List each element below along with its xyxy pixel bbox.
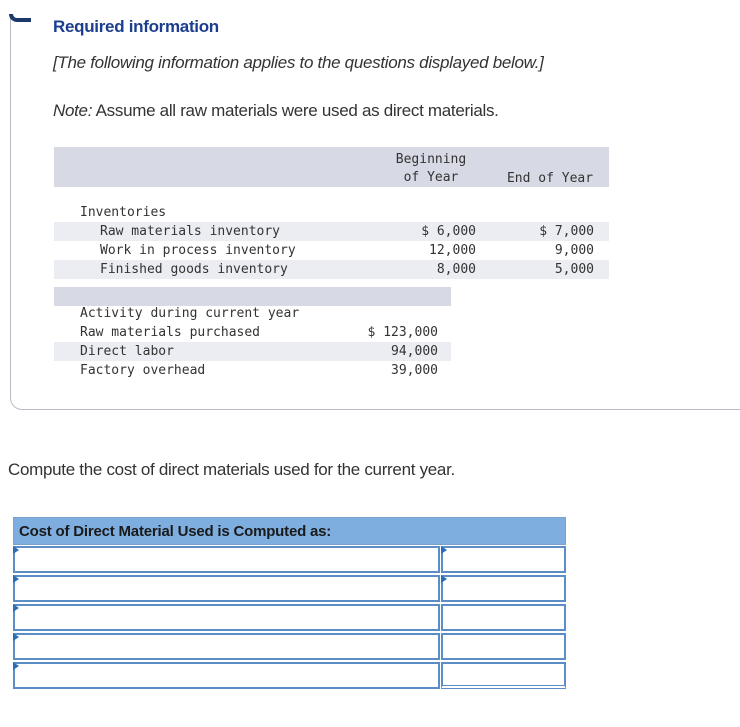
col-beginning-line1: Beginning bbox=[395, 152, 467, 167]
inv-row-beginning: $ 6,000 bbox=[421, 224, 476, 239]
inv-row-end: 9,000 bbox=[554, 243, 594, 258]
answer-label-input[interactable] bbox=[13, 662, 440, 689]
answer-table bbox=[13, 517, 566, 690]
answer-row bbox=[13, 545, 566, 574]
answer-value-input[interactable] bbox=[441, 575, 566, 602]
note-text bbox=[53, 101, 499, 121]
inv-row-end: $ 7,000 bbox=[539, 224, 594, 239]
note-body: Assume all raw materials were used as direct materials. bbox=[92, 101, 499, 120]
col-end-header: End of Year bbox=[506, 171, 594, 186]
inv-row-end: 5,000 bbox=[554, 262, 594, 277]
activity-row-label: Direct labor bbox=[80, 344, 174, 359]
panel-corner-marker bbox=[9, 14, 31, 22]
inv-row-beginning: 12,000 bbox=[429, 243, 476, 258]
answer-total-input[interactable] bbox=[441, 662, 566, 689]
inv-row-label: Work in process inventory bbox=[100, 243, 296, 258]
answer-total-row bbox=[13, 661, 566, 690]
inv-row-label: Finished goods inventory bbox=[100, 262, 288, 277]
activity-row-value: $ 123,000 bbox=[367, 325, 438, 340]
dropdown-marker-icon bbox=[13, 662, 19, 670]
required-info-title: Required information bbox=[53, 17, 219, 36]
dropdown-marker-icon bbox=[13, 575, 19, 583]
answer-value-input[interactable] bbox=[441, 633, 566, 660]
dropdown-marker-icon bbox=[13, 546, 19, 554]
col-beginning-header bbox=[386, 151, 476, 187]
note-label: Note: bbox=[53, 101, 93, 120]
question-text: Compute the cost of direct materials used for the current year. bbox=[8, 460, 455, 479]
dropdown-marker-icon bbox=[13, 633, 19, 641]
applies-text: [The following information applies to the questions displayed below.] bbox=[53, 53, 544, 72]
answer-label-input[interactable] bbox=[13, 575, 440, 602]
inv-row-label: Raw materials inventory bbox=[100, 224, 281, 239]
activity-row-value: 94,000 bbox=[391, 344, 438, 359]
activity-header: Activity during current year bbox=[80, 306, 300, 321]
answer-label-input[interactable] bbox=[13, 604, 440, 631]
answer-value-input[interactable] bbox=[441, 546, 566, 573]
col-beginning-line2: of Year bbox=[403, 170, 459, 185]
activity-row-label: Factory overhead bbox=[80, 363, 206, 378]
answer-table-header: Cost of Direct Material Used is Computed as: bbox=[13, 517, 566, 545]
input-marker-icon bbox=[441, 546, 447, 554]
inv-row-beginning: 8,000 bbox=[436, 262, 476, 277]
answer-row bbox=[13, 574, 566, 603]
dropdown-marker-icon bbox=[13, 604, 19, 612]
activity-row-value: 39,000 bbox=[391, 363, 438, 378]
answer-label-input[interactable] bbox=[13, 633, 440, 660]
answer-label-input[interactable] bbox=[13, 546, 440, 573]
answer-row bbox=[13, 603, 566, 632]
inventories-label: Inventories bbox=[80, 205, 167, 220]
answer-row bbox=[13, 632, 566, 661]
input-marker-icon bbox=[441, 575, 447, 583]
activity-row-label: Raw materials purchased bbox=[80, 325, 261, 340]
answer-value-input[interactable] bbox=[441, 604, 566, 631]
